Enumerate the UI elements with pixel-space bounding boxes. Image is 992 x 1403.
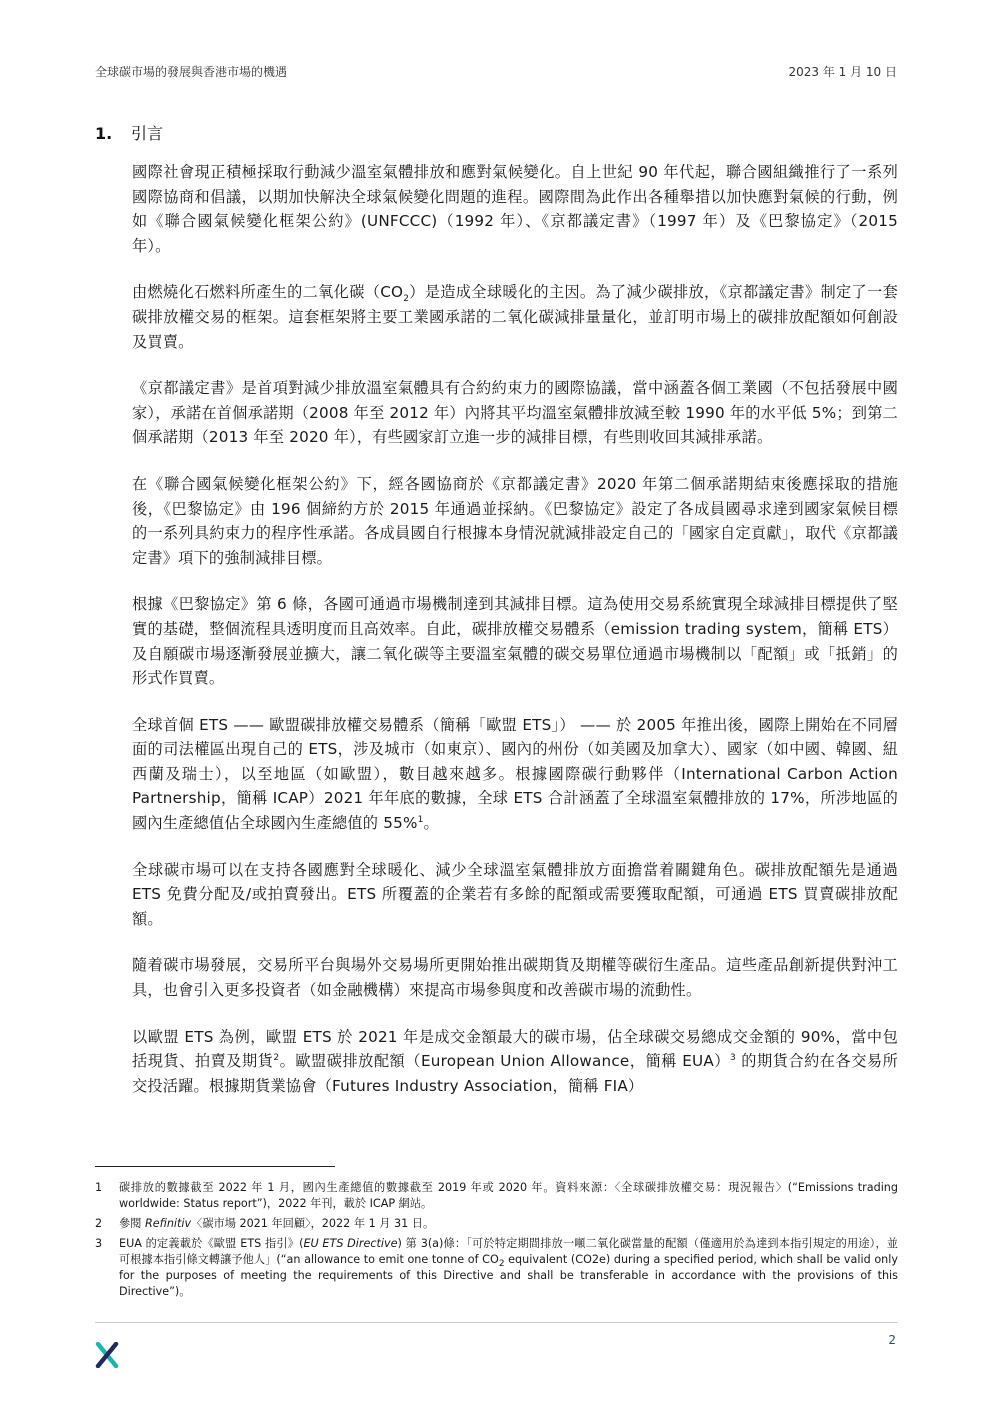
footnote-text: EUA 的定義載於《歐盟 ETS 指引》(EU ETS Directive) 第 3(a)條：「可於特定期間排放一噸二氧化碳當量的配額（僅適用於為達到本指引規定的用途），並可根據本指引條文轉讓予他人」(“an allowance to emit one tonne of $CO_2$ equivalent (CO2e) during a specified period, which shall be valid only for the purposes of meeting the requirements of this Directive and shall be transferable in accordance with the provisions of this Directive”)。 [119, 1237, 898, 1298]
footnotes [95, 1180, 898, 1304]
co2-subscript: 2 [403, 294, 410, 305]
footnote-divider [95, 1166, 335, 1167]
footer-divider [95, 1322, 898, 1323]
footnote-2 [95, 1216, 898, 1232]
footnote-number: 2 [95, 1217, 103, 1230]
header-date: 2023 年 1 月 10 日 [788, 65, 897, 79]
paragraph-6: 全球首個 ETS —— 歐盟碳排放權交易體系（簡稱「歐盟 ETS」） —— 於 2005 年推出後，國際上開始在不同層面的司法權區出現自己的 ETS，涉及城市（如東京）、國內的州份（如美國及加拿大）、國家（如中國、韓國、紐西蘭及瑞士），以至地區（如歐盟），數目越來越多。根據國際碳行動夥伴（International Carbon Action Partnership，簡稱 ICAP）2021 年年底的數據，全球 ETS 合計涵蓋了全球溫室氣體排放的 17%，所涉地區的國內生產總值佔全球國內生產總值的 55%$^1$。 [132, 715, 898, 833]
page-number: 2 [888, 1333, 896, 1347]
section-heading [95, 121, 163, 144]
paragraph-1: 國際社會現正積極採取行動減少溫室氣體排放和應對氣候變化。自上世紀 90 年代起，聯合國組織推行了一系列國際協商和倡議，以期加快解決全球氣候變化問題的進程。國際間為此作出各種舉措以加快應對氣候的行動，例如《聯合國氣候變化框架公約》(UNFCCC)（1992 年）、《京都議定書》（1997 年）及《巴黎協定》（2015 年）。 [132, 163, 898, 255]
paragraph-8: 隨着碳市場發展，交易所平台與場外交易場所更開始推出碳期貨及期權等碳衍生產品。這些產品創新提供對沖工具，也會引入更多投資者（如金融機構）來提高市場參與度和改善碳市場的流動性。 [132, 956, 898, 1000]
paragraph-2: 由燃燒化石燃料所產生的二氧化碳$(CO_2)$是造成全球暖化的主因。為了減少碳排放，《京都議定書》制定了一套碳排放權交易的框架。這套框架將主要工業國承諾的二氧化碳減排量量化，並訂明市場上的碳排放配額如何創設及買賣。 [132, 283, 898, 351]
footnote-number: 1 [95, 1181, 103, 1194]
section-number: 1. [95, 124, 113, 143]
footnote-text: 參閱 Refinitiv〈碳市場 2021 年回顧〉，2022 年 1 月 31 日。 [119, 1217, 435, 1230]
footnote-ref-3[interactable]: 3 [729, 1053, 736, 1064]
paragraph-4: 在《聯合國氣候變化框架公約》下，經各國協商於《京都議定書》2020 年第二個承諾期結束後應採取的措施後，《巴黎協定》由 196 個締約方於 2015 年通過並採納。《巴黎協定》設定了各成員國尋求達到國家氣候目標的一系列具約束力的程序性承諾。各成員國自行根據本身情況就減排設定自己的「國家自定貢獻」，取代《京都議定書》項下的強制減排目標。 [132, 474, 898, 567]
section-title: 引言 [131, 124, 164, 143]
paragraph-7: 全球碳市場可以在支持各國應對全球暖化、減少全球溫室氣體排放方面擔當着關鍵角色。碳排放配額先是通過 ETS 免費分配及/或拍賣發出。ETS 所覆蓋的企業若有多餘的配額或需要獲取配額，可通過 ETS 買賣碳排放配額。 [132, 860, 898, 928]
footnote-ref-1[interactable]: 1 [417, 815, 424, 825]
header-document-title: 全球碳市場的發展與香港市場的機遇 [95, 65, 288, 79]
footnote-number: 3 [95, 1237, 103, 1250]
hkex-x-logo-icon [95, 1342, 119, 1368]
footnote-3 [95, 1236, 898, 1300]
body-content [132, 160, 898, 1120]
page-header [95, 63, 897, 80]
footnote-1 [95, 1180, 898, 1212]
footnote-ref-2[interactable]: 2 [273, 1053, 280, 1064]
paragraph-3: 《京都議定書》是首項對減少排放溫室氣體具有合約約束力的國際協議，當中涵蓋各個工業國（不包括發展中國家），承諾在首個承諾期（2008 年至 2012 年）內將其平均溫室氣體排放減至較 1990 年的水平低 5%；到第二個承諾期（2013 年至 2020 年），有些國家訂立進一步的減排目標，有些則收回其減排承諾。 [132, 379, 898, 447]
paragraph-9: 以歐盟 ETS 為例，歐盟 ETS 於 2021 年是成交金額最大的碳市場，佔全球碳交易總成交金額的 90%，當中包括現貨、拍賣及期貨$^2$。歐盟碳排放配額（European Union Allowance，簡稱 EUA）$^3$ 的期貨合約在各交易所交投活躍。根據期貨業協會（Futures Industry Association，簡稱 FIA） [132, 1027, 898, 1095]
paragraph-5: 根據《巴黎協定》第 6 條，各國可通過市場機制達到其減排目標。這為使用交易系統實現全球減排目標提供了堅實的基礎，整個流程具透明度而且高效率。自此，碳排放權交易體系（emission trading system，簡稱 ETS）及自願碳市場逐漸發展並擴大，讓二氧化碳等主要溫室氣體的碳交易單位通過市場機制以「配額」或「抵銷」的形式作買賣。 [132, 595, 898, 688]
footnote-text: 碳排放的數據截至 2022 年 1 月，國內生產總值的數據截至 2019 年或 2020 年。資料來源：〈全球碳排放權交易：現況報告〉(“Emissions trading worldwide: Status report”)，2022 年刊，載於 ICAP 網站。 [119, 1181, 898, 1210]
